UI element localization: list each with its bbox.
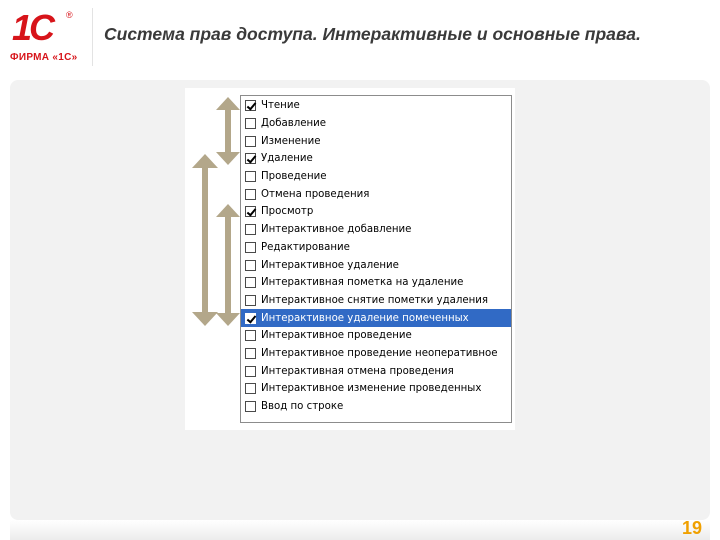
permission-checkbox[interactable]: [245, 189, 256, 200]
permission-label: Удаление: [261, 153, 313, 165]
permission-label: Интерактивное добавление: [261, 224, 412, 236]
permission-label: Отмена проведения: [261, 188, 370, 200]
permission-checkbox[interactable]: [245, 383, 256, 394]
permission-row[interactable]: [241, 327, 511, 345]
footer-band: [10, 520, 710, 540]
permission-checkbox[interactable]: [245, 313, 256, 324]
slide-title: Система прав доступа. Интерактивные и основные права.: [104, 24, 641, 44]
permission-checkbox[interactable]: [245, 100, 256, 111]
permission-checkbox[interactable]: [245, 118, 256, 129]
permission-row[interactable]: [241, 221, 511, 239]
permission-row[interactable]: [241, 203, 511, 221]
permission-row[interactable]: [241, 168, 511, 186]
double-arrow-short-icon: [216, 97, 240, 165]
logo-company-name: ФИРМА «1С»: [10, 52, 78, 63]
permission-row[interactable]: [241, 309, 511, 327]
permission-checkbox[interactable]: [245, 171, 256, 182]
permission-checkbox[interactable]: [245, 330, 256, 341]
permission-label: Интерактивная отмена проведения: [261, 365, 454, 377]
permission-checkbox[interactable]: [245, 242, 256, 253]
permission-label: Добавление: [261, 118, 327, 130]
permission-row[interactable]: [241, 380, 511, 398]
logo-registered-mark: ®: [66, 10, 73, 20]
permission-label: Интерактивное проведение неоперативное: [261, 347, 498, 359]
permission-checkbox[interactable]: [245, 366, 256, 377]
permission-row[interactable]: [241, 150, 511, 168]
permission-checkbox[interactable]: [245, 224, 256, 235]
permission-row[interactable]: [241, 362, 511, 380]
permission-row[interactable]: [241, 345, 511, 363]
permission-label: Ввод по строке: [261, 401, 344, 413]
permission-row[interactable]: [241, 115, 511, 133]
permission-label: Интерактивная пометка на удаление: [261, 277, 464, 289]
permission-checkbox[interactable]: [245, 295, 256, 306]
permission-checkbox[interactable]: [245, 136, 256, 147]
permission-checkbox[interactable]: [245, 153, 256, 164]
permission-label: Интерактивное удаление: [261, 259, 399, 271]
header-divider: [92, 8, 93, 66]
permissions-list[interactable]: [240, 95, 512, 423]
permission-label: Интерактивное снятие пометки удаления: [261, 294, 489, 306]
permission-row[interactable]: [241, 274, 511, 292]
permission-checkbox[interactable]: [245, 401, 256, 412]
permission-label: Проведение: [261, 171, 327, 183]
permission-row[interactable]: [241, 185, 511, 203]
permission-row[interactable]: [241, 256, 511, 274]
double-arrow-medium-icon: [216, 204, 240, 326]
permission-label: Чтение: [261, 100, 300, 112]
permission-row[interactable]: [241, 398, 511, 416]
permission-row[interactable]: [241, 292, 511, 310]
brand-logo: [6, 6, 86, 68]
permission-label: Интерактивное удаление помеченных: [261, 312, 469, 324]
permission-checkbox[interactable]: [245, 348, 256, 359]
page-number: 19: [681, 518, 702, 538]
permission-label: Интерактивное проведение: [261, 330, 412, 342]
double-arrow-long-icon: [192, 154, 218, 326]
permission-checkbox[interactable]: [245, 260, 256, 271]
permission-row[interactable]: [241, 132, 511, 150]
permission-label: Интерактивное изменение проведенных: [261, 383, 482, 395]
permission-row[interactable]: [241, 239, 511, 257]
permission-label: Просмотр: [261, 206, 314, 218]
permission-label: Изменение: [261, 135, 321, 147]
permission-row[interactable]: [241, 97, 511, 115]
permission-checkbox[interactable]: [245, 277, 256, 288]
slide-header: [0, 0, 720, 78]
permission-label: Редактирование: [261, 241, 350, 253]
permission-checkbox[interactable]: [245, 206, 256, 217]
logo-mark: 1С: [12, 7, 53, 48]
